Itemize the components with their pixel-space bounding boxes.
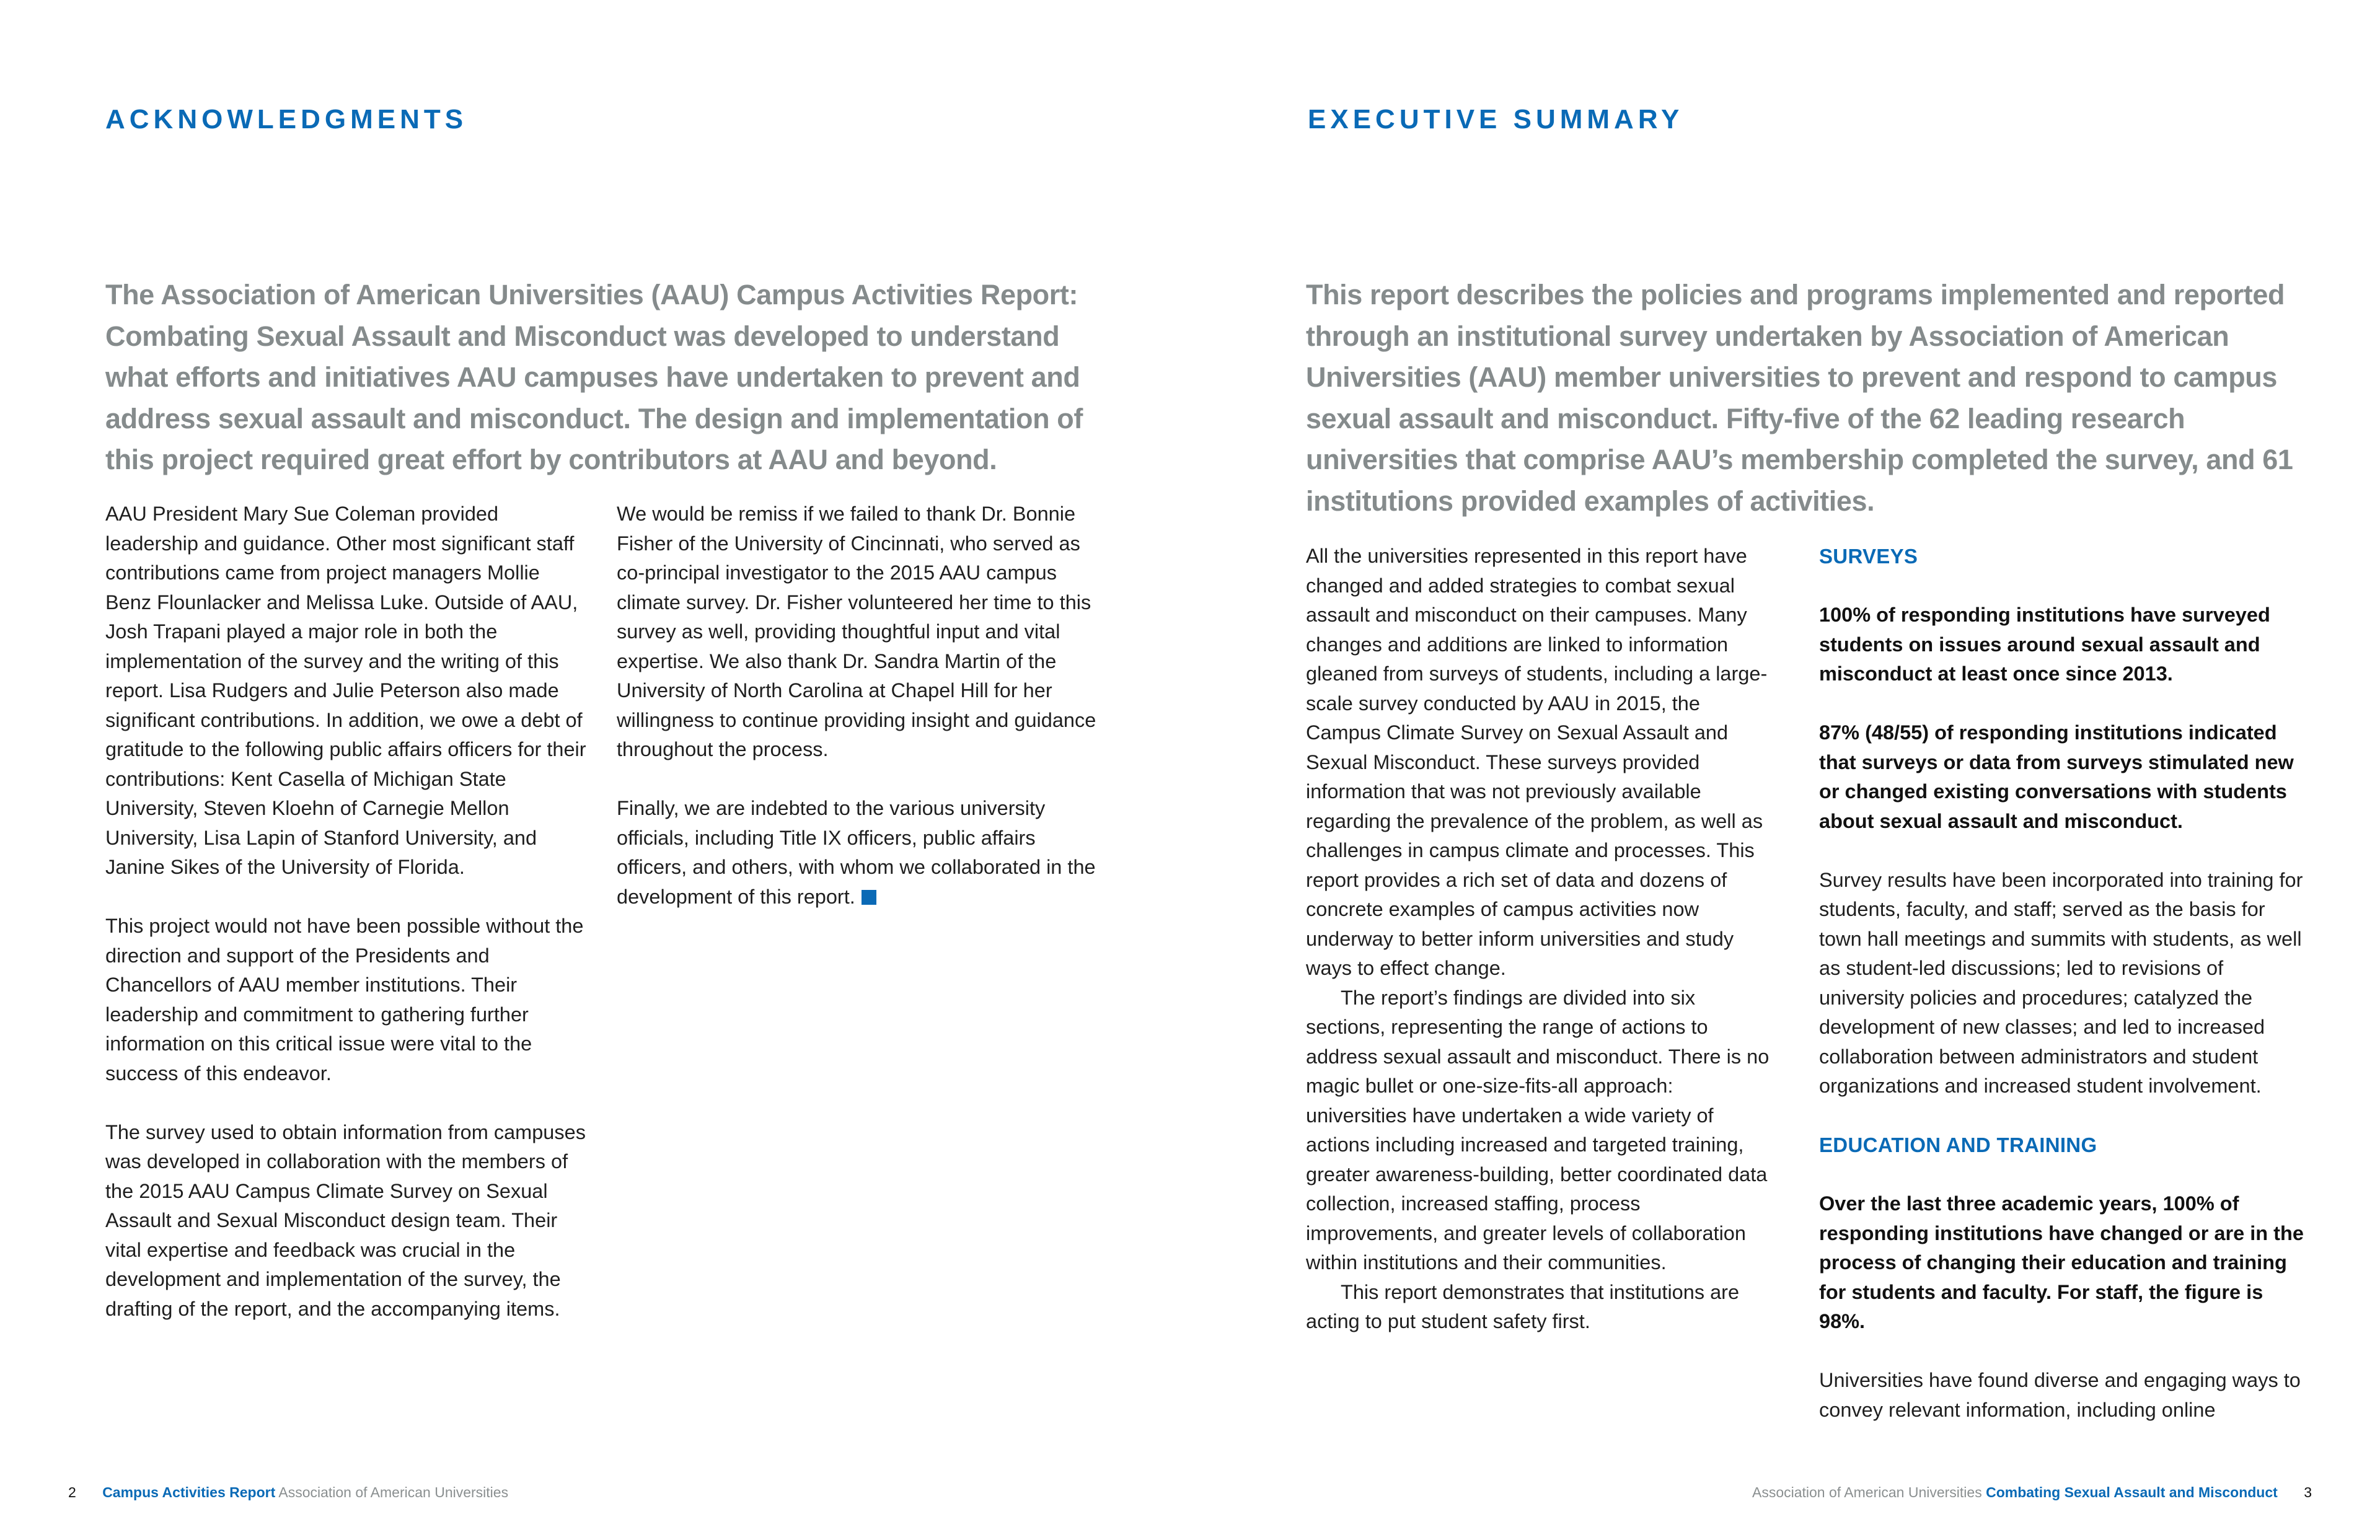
lead-paragraph: The Association of American Universities (AAU) Campus Activities Report: Combating Sexual Assault and Misconduct was developed to understand what efforts and initiatives AAU campuses have undertaken to prevent and address sexual assault and misconduct. The design and implementation of this project required great effort by contributors at AAU and beyond. bbox=[105, 279, 1083, 475]
final-paragraph-text: Finally, we are indebted to the various university officials, including Title IX officers, public affairs officers, and others, with whom we collaborated in the development of this report. bbox=[617, 797, 1096, 908]
right-page-executive-summary bbox=[1190, 0, 2380, 1540]
key-finding: Over the last three academic years, 100% of responding institutions have changed or are in the process of changing their education and training for students and faculty. For staff, the figure is 98%. bbox=[1819, 1192, 2304, 1332]
page-footer-left bbox=[68, 1484, 508, 1501]
body-paragraph: The survey used to obtain information from campuses was developed in collaboration with the members of the 2015 AAU Campus Climate Survey on Sexual Assault and Sexual Misconduct design team. Their vital expertise and feedback was crucial in the development and implementation of the survey, the drafting of the report, and the accompanying items. bbox=[105, 1120, 586, 1320]
summary-column-1 bbox=[1306, 542, 1777, 1337]
summary-column-2 bbox=[1819, 542, 2309, 1425]
body-paragraph: This report demonstrates that institutions are acting to put student safety first. bbox=[1306, 1280, 1740, 1332]
end-of-section-square-icon bbox=[862, 890, 876, 905]
page-title-acknowledgments: ACKNOWLEDGMENTS bbox=[105, 104, 468, 134]
page-footer-right bbox=[1752, 1484, 2312, 1501]
subheading-surveys: SURVEYS bbox=[1819, 545, 1918, 568]
key-finding: 87% (48/55) of responding institutions indicated that surveys or data from surveys stimulated new or changed existing conversations with students about sexual assault and misconduct. bbox=[1819, 721, 2294, 832]
body-paragraph-final bbox=[617, 794, 1106, 912]
subheading-education-and-training: EDUCATION AND TRAINING bbox=[1819, 1133, 2097, 1156]
body-paragraph: All the universities represented in this report have changed and added strategies to combat sexual assault and misconduct on their campuses. Many changes and additions are linked to information gleaned from surveys of students, including a large-scale survey conducted by AAU in 2015, the Campus Climate Survey on Sexual Assault and Sexual Misconduct. These surveys provided information that was not previously available regarding the prevalence of the problem, as well as challenges in campus climate and processes. This report provides a rich set of data and dozens of concrete examples of campus activities now underway to better inform universities and study ways to effect change. bbox=[1306, 545, 1768, 979]
footer-report-title: Campus Activities Report bbox=[102, 1484, 276, 1500]
body-paragraph: The report’s findings are divided into six sections, representing the range of actions to address sexual assault and misconduct. There is no magic bullet or one-size-fits-all approach: universities have undertaken a wide variety of actions including increased and targeted training, greater awareness-building, better coordinated data collection, increased staffing, process improvements, and greater levels of collaboration within institutions and their communities. bbox=[1306, 986, 1770, 1274]
acknowledgments-column-2 bbox=[617, 499, 1106, 912]
body-paragraph: Survey results have been incorporated into training for students, faculty, and staff; served as the basis for town hall meetings and summits with students, as well as student-led discussions; led to revisions of university policies and procedures; catalyzed the development of new classes; and led to increased collaboration between administrators and student organizations and increased student involvement. bbox=[1819, 868, 2303, 1097]
page-number: 2 bbox=[68, 1484, 76, 1500]
body-paragraph: Universities have found diverse and engaging ways to convey relevant information, including online bbox=[1819, 1369, 2301, 1421]
body-paragraph: This project would not have been possible without the direction and support of the Presidents and Chancellors of AAU member institutions. Their leadership and commitment to gathering further information on this critical issue were vital to the success of this endeavor. bbox=[105, 915, 584, 1085]
footer-organization: Association of American Universities bbox=[1752, 1484, 1982, 1500]
footer-organization: Association of American Universities bbox=[278, 1484, 509, 1500]
lead-paragraph: This report describes the policies and programs implemented and reported through an institutional survey undertaken by Association of American Universities (AAU) member universities to prevent and respond to campus sexual assault and misconduct. Fifty-five of the 62 leading research universities that comprise AAU’s membership completed the survey, and 61 institutions provided examples of activities. bbox=[1306, 279, 2293, 517]
body-paragraph: AAU President Mary Sue Coleman provided leadership and guidance. Other most significant staff contributions came from project managers Mollie Benz Flounlacker and Melissa Luke. Outside of AAU, Josh Trapani played a major role in both the implementation of the survey and the writing of this report. Lisa Rudgers and Julie Peterson also made significant contributions. In addition, we owe a debt of gratitude to the following public affairs officers for their contributions: Kent Casella of Michigan State University, Steven Kloehn of Carnegie Mellon University, Lisa Lapin of Stanford University, and Janine Sikes of the University of Florida. bbox=[105, 503, 586, 878]
page-number: 3 bbox=[2304, 1484, 2312, 1500]
body-paragraph: We would be remiss if we failed to thank Dr. Bonnie Fisher of the University of Cincinnati, who served as co-principal investigator to the 2015 AAU campus climate survey. Dr. Fisher volunteered her time to this survey as well, providing thoughtful input and vital expertise. We also thank Dr. Sandra Martin of the University of North Carolina at Chapel Hill for her willingness to continue providing insight and guidance throughout the process. bbox=[617, 503, 1096, 760]
page-title-executive-summary: EXECUTIVE SUMMARY bbox=[1308, 104, 1684, 134]
footer-report-title: Combating Sexual Assault and Misconduct bbox=[1986, 1484, 2278, 1500]
key-finding: 100% of responding institutions have surveyed students on issues around sexual assault and misconduct at least once since 2013. bbox=[1819, 604, 2270, 685]
acknowledgments-column-1 bbox=[105, 499, 589, 1324]
